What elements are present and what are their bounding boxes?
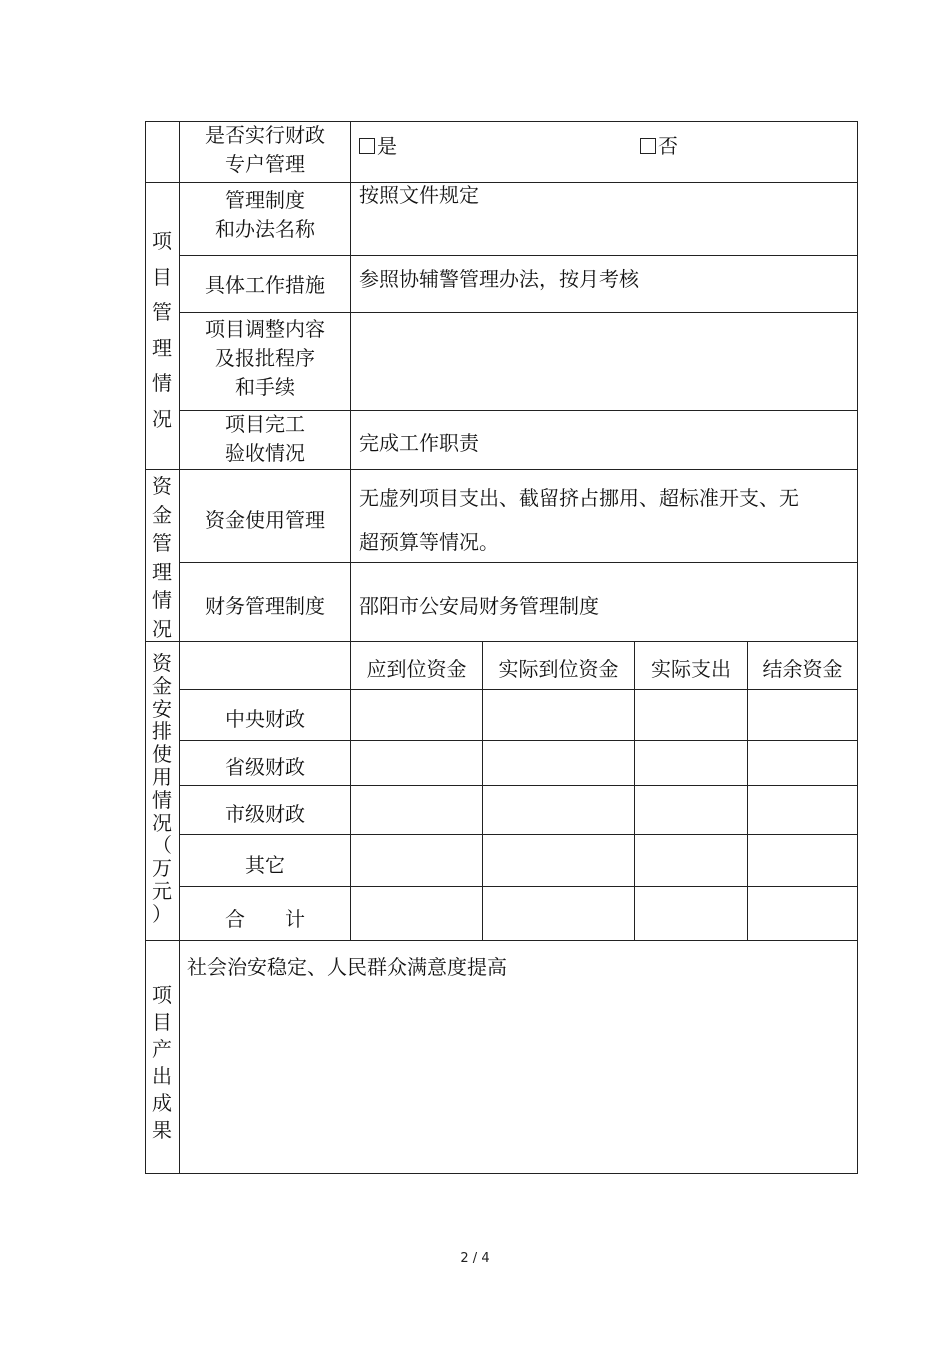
completion-label: 项目完工 验收情况: [225, 412, 305, 465]
row-divider: [179, 834, 858, 835]
row-divider: [179, 562, 858, 563]
column-header: 结余资金: [762, 657, 843, 681]
checkbox-yes[interactable]: [359, 138, 375, 154]
option-no[interactable]: 否: [640, 132, 678, 161]
mgmt-rules-label: 管理制度 和办法名称: [215, 188, 315, 241]
column-header: 实际到位资金: [498, 657, 619, 681]
fund-usage-label: 资金使用管理: [205, 508, 325, 532]
row-label-provincial: 省级财政: [225, 755, 305, 779]
fund-usage-value-line2: 超预算等情况。: [359, 530, 499, 554]
page-indicator: 2 / 4: [460, 1251, 490, 1266]
mgmt-rules-value: 按照文件规定: [359, 183, 479, 207]
row-divider: [145, 940, 858, 941]
completion-value: 完成工作职责: [359, 431, 479, 455]
table-border-bottom: [145, 1173, 858, 1174]
adjustment-label: 项目调整内容 及报批程序 和手续: [205, 317, 325, 399]
row-label-central: 中央财政: [225, 707, 305, 731]
output-value: 社会治安稳定、人民群众满意度提高: [187, 955, 507, 979]
column-divider: [482, 641, 483, 941]
row-label-total: 合 计: [225, 907, 305, 931]
row-divider: [145, 641, 858, 642]
option-yes[interactable]: 是: [359, 132, 397, 161]
table-border-right: [857, 121, 858, 1174]
row-divider: [179, 312, 858, 313]
work-measures-label: 具体工作措施: [205, 273, 325, 297]
column-header: 实际支出: [651, 657, 731, 681]
row-divider: [179, 886, 858, 887]
section-project-mgmt-label: 项 目 管 理 情 况: [152, 229, 172, 431]
row-divider: [145, 182, 858, 183]
column-header: 应到位资金: [366, 657, 467, 681]
row-label-other: 其它: [245, 853, 285, 877]
section-fund-mgmt-label: 资 金 管 理 情 况: [152, 474, 172, 641]
row-divider: [179, 255, 858, 256]
work-measures-value: 参照协辅警管理办法，按月考核: [359, 267, 639, 291]
row-divider: [179, 689, 858, 690]
column-divider: [634, 641, 635, 941]
section-output-label: 项 目 产 出 成 果: [152, 983, 172, 1142]
column-divider: [350, 121, 351, 941]
column-divider: [747, 641, 748, 941]
row-label-municipal: 市级财政: [225, 802, 305, 826]
row-divider: [179, 785, 858, 786]
row-divider: [145, 469, 858, 470]
checkbox-no[interactable]: [640, 138, 656, 154]
fund-usage-value-line1: 无虚列项目支出、截留挤占挪用、超标准开支、无: [359, 486, 799, 510]
finance-rules-value: 邵阳市公安局财务管理制度: [359, 594, 599, 618]
finance-rules-label: 财务管理制度: [205, 594, 325, 618]
fiscal-account-label: 是否实行财政 专户管理: [205, 123, 325, 176]
section-fund-arrangement-label: 资 金 安 排 使 用 情 况 （ 万 元 ）: [152, 651, 172, 926]
row-divider: [179, 740, 858, 741]
